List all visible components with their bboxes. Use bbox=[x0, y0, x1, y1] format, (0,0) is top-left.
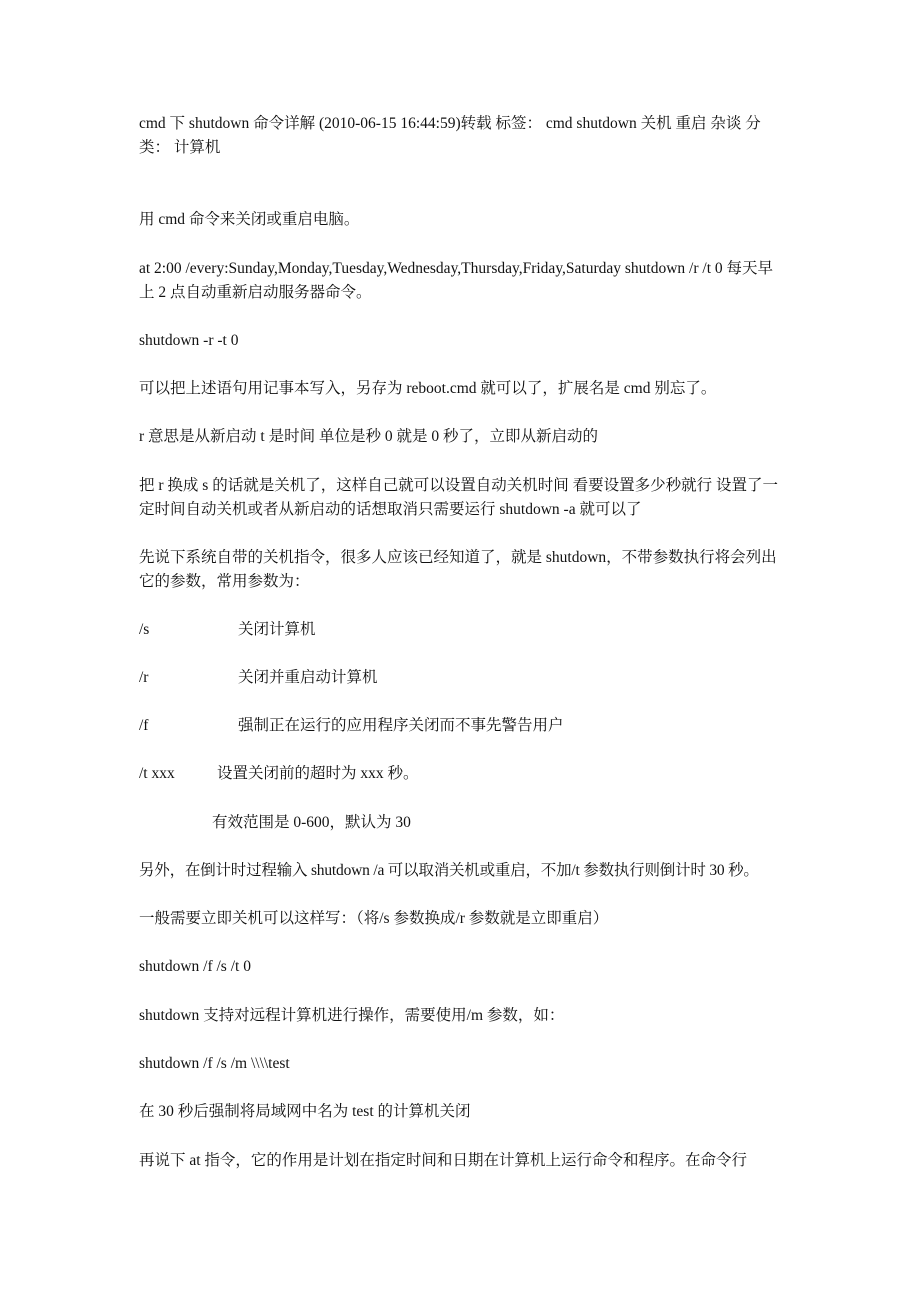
paragraph-builtin: 先说下系统自带的关机指令，很多人应该已经知道了，就是 shutdown，不带参数执行将会列出它的参数，常用参数为： bbox=[139, 549, 777, 590]
param-description: 关闭并重启动计算机 bbox=[238, 669, 378, 686]
paragraph-range: 有效范围是 0-600，默认为 30 bbox=[212, 814, 411, 831]
param-description: 强制正在运行的应用程序关闭而不事先警告用户 bbox=[238, 717, 564, 734]
param-flag: /r bbox=[139, 669, 149, 686]
paragraph-cmd-remote: shutdown /f /s /m \\\\test bbox=[139, 1055, 290, 1072]
paragraph-immediate: 一般需要立即关机可以这样写：（将/s 参数换成/r 参数就是立即重启） bbox=[139, 910, 609, 927]
param-row bbox=[139, 666, 378, 690]
param-row bbox=[139, 762, 419, 786]
param-row bbox=[139, 618, 316, 642]
paragraph-at-command: at 2:00 /every:Sunday,Monday,Tuesday,Wednesday,Thursday,Friday,Saturday shutdown /r /t 0 每天早上 2 点自动重新启动服务器命令。 bbox=[139, 260, 774, 301]
param-flag: /s bbox=[139, 621, 150, 638]
paragraph-r-to-s: 把 r 换成 s 的话就是关机了，这样自己就可以设置自动关机时间 看要设置多少秒就行 设置了一定时间自动关机或者从新启动的话想取消只需要运行 shutdown -a 就可以了 bbox=[139, 477, 778, 518]
paragraph-shutdown-rt: shutdown -r -t 0 bbox=[139, 332, 239, 349]
paragraph-save-as: 可以把上述语句用记事本写入，另存为 reboot.cmd 就可以了，扩展名是 cmd 别忘了。 bbox=[139, 380, 717, 397]
paragraph-r-meaning: r 意思是从新启动 t 是时间 单位是秒 0 就是 0 秒了，立即从新启动的 bbox=[139, 428, 598, 445]
paragraph-intro: 用 cmd 命令来关闭或重启电脑。 bbox=[139, 211, 360, 228]
paragraph-remote-desc: 在 30 秒后强制将局域网中名为 test 的计算机关闭 bbox=[139, 1103, 471, 1120]
paragraph-countdown: 另外，在倒计时过程输入 shutdown /a 可以取消关机或重启，不加/t 参数执行则倒计时 30 秒。 bbox=[139, 862, 759, 879]
document-header: cmd 下 shutdown 命令详解 (2010-06-15 16:44:59)转载 标签： cmd shutdown 关机 重启 杂谈 分类： 计算机 bbox=[139, 115, 761, 156]
param-row bbox=[139, 714, 564, 738]
paragraph-at-intro: 再说下 at 指令，它的作用是计划在指定时间和日期在计算机上运行命令和程序。在命令行 bbox=[139, 1152, 747, 1169]
param-description: 设置关闭前的超时为 xxx 秒。 bbox=[217, 765, 419, 782]
param-flag: /t xxx bbox=[139, 765, 175, 782]
paragraph-cmd-fst: shutdown /f /s /t 0 bbox=[139, 958, 251, 975]
param-description: 关闭计算机 bbox=[238, 621, 316, 638]
param-flag: /f bbox=[139, 717, 149, 734]
paragraph-remote: shutdown 支持对远程计算机进行操作，需要使用/m 参数，如： bbox=[139, 1007, 565, 1024]
